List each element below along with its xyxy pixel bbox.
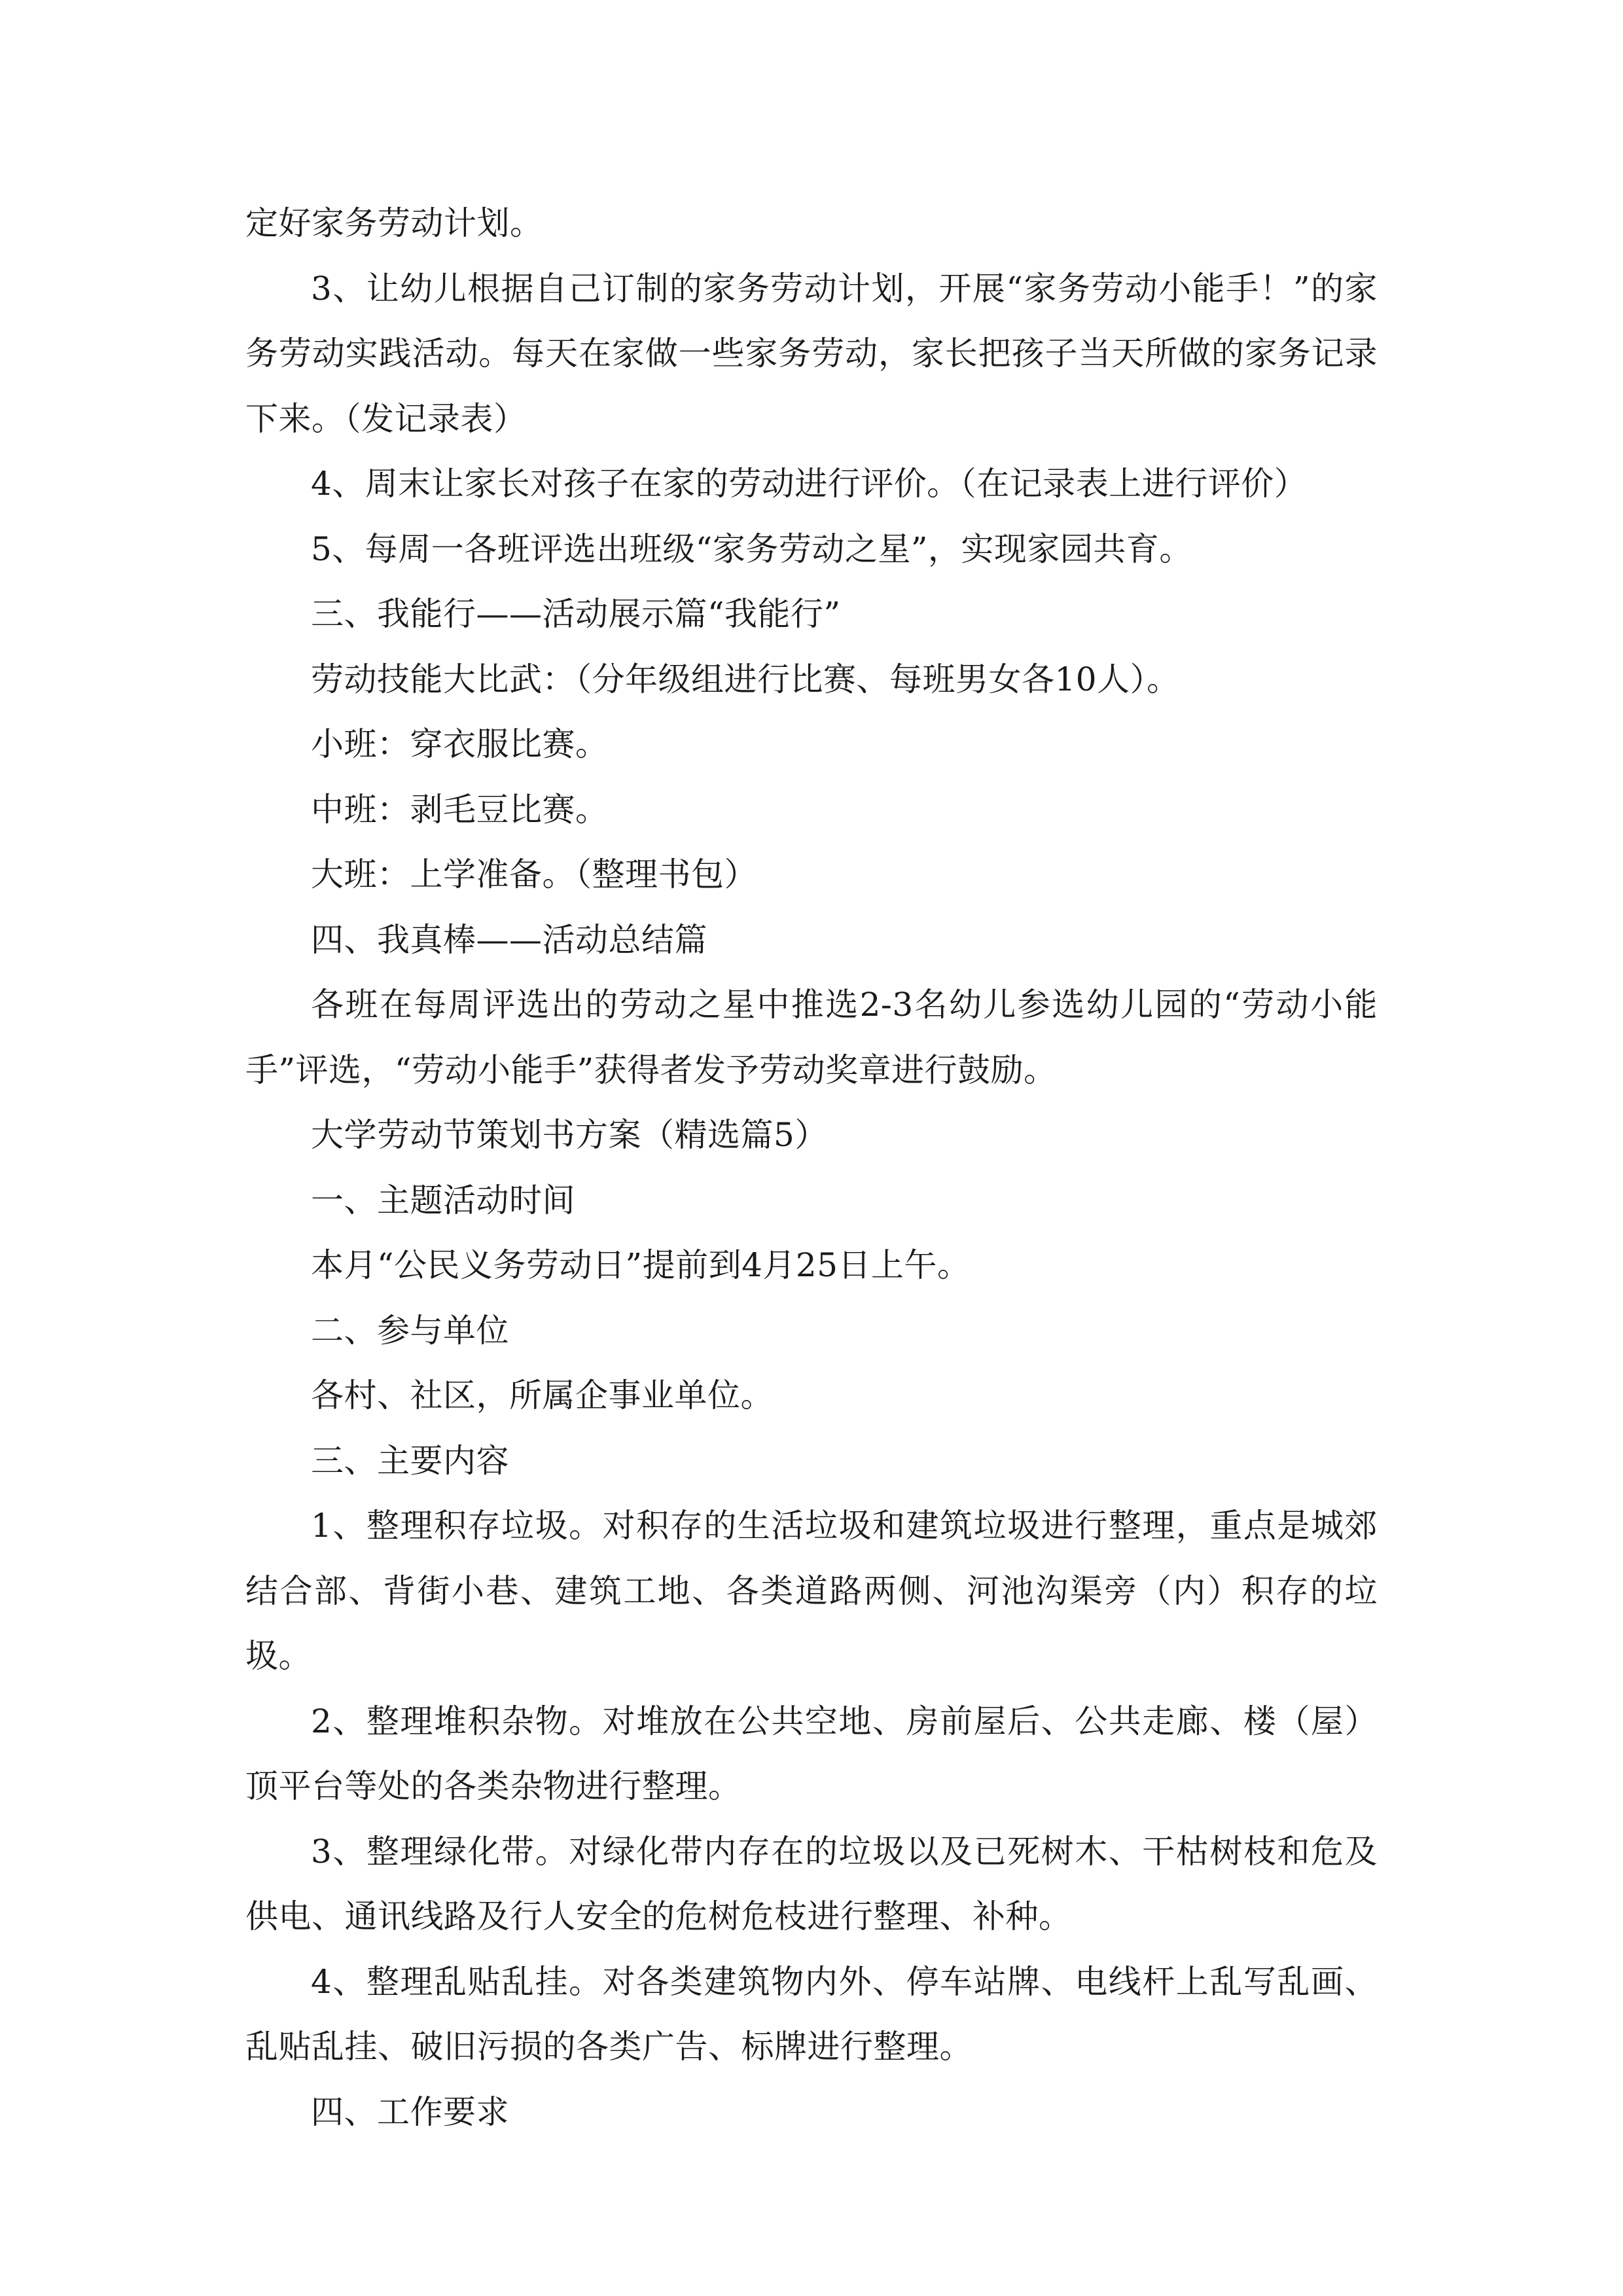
paragraph-18: 2、整理堆积杂物。对堆放在公共空地、房前屋后、公共走廊、楼（屋）顶平台等处的各类杂物进行整理。 [245,1702,1378,1805]
paragraph-16: 三、主要内容 [311,1441,509,1480]
paragraph-15: 各村、社区，所属企事业单位。 [311,1376,774,1414]
paragraph-14: 二、参与单位 [311,1311,509,1350]
paragraph-2: 4、周末让家长对孩子在家的劳动进行评价。（在记录表上进行评价） [311,465,1308,503]
paragraph-5: 劳动技能大比武：（分年级组进行比赛、每班男女各10人）。 [311,660,1180,698]
paragraph-21: 四、工作要求 [311,2092,509,2131]
paragraph-10: 各班在每周评选出的劳动之星中推选2-3名幼儿参选幼儿园的“劳动小能手”评选，“劳动小能手”获得者发予劳动奖章进行鼓励。 [245,986,1378,1089]
paragraph-13: 本月“公民义务劳动日”提前到4月25日上午。 [311,1246,971,1284]
document-body [245,191,1378,2145]
paragraph-4: 三、我能行——活动展示篇“我能行” [311,595,841,633]
paragraph-8: 大班：上学准备。（整理书包） [311,855,757,893]
paragraph-9: 四、我真棒——活动总结篇 [311,920,707,959]
paragraph-6: 小班：穿衣服比赛。 [311,725,609,763]
paragraph-1: 3、让幼儿根据自己订制的家务劳动计划，开展“家务劳动小能手！”的家务劳动实践活动。每天在家做一些家务劳动，家长把孩子当天所做的家务记录下来。（发记录表） [245,269,1378,438]
paragraph-20: 4、整理乱贴乱挂。对各类建筑物内外、停车站牌、电线杆上乱写乱画、乱贴乱挂、破旧污损的各类广告、标牌进行整理。 [245,1962,1378,2066]
paragraph-0: 定好家务劳动计划。 [245,204,543,242]
paragraph-11: 大学劳动节策划书方案（精选篇5） [311,1116,828,1154]
paragraph-7: 中班：剥毛豆比赛。 [311,790,609,829]
paragraph-17: 1、整理积存垃圾。对积存的生活垃圾和建筑垃圾进行整理，重点是城郊结合部、背街小巷、建筑工地、各类道路两侧、河池沟渠旁（内）积存的垃圾。 [245,1507,1378,1675]
paragraph-12: 一、主题活动时间 [311,1181,575,1219]
paragraph-19: 3、整理绿化带。对绿化带内存在的垃圾以及已死树木、干枯树枝和危及供电、通讯线路及行人安全的危树危枝进行整理、补种。 [245,1832,1378,1935]
paragraph-3: 5、每周一各班评选出班级“家务劳动之星”，实现家园共育。 [311,529,1192,568]
